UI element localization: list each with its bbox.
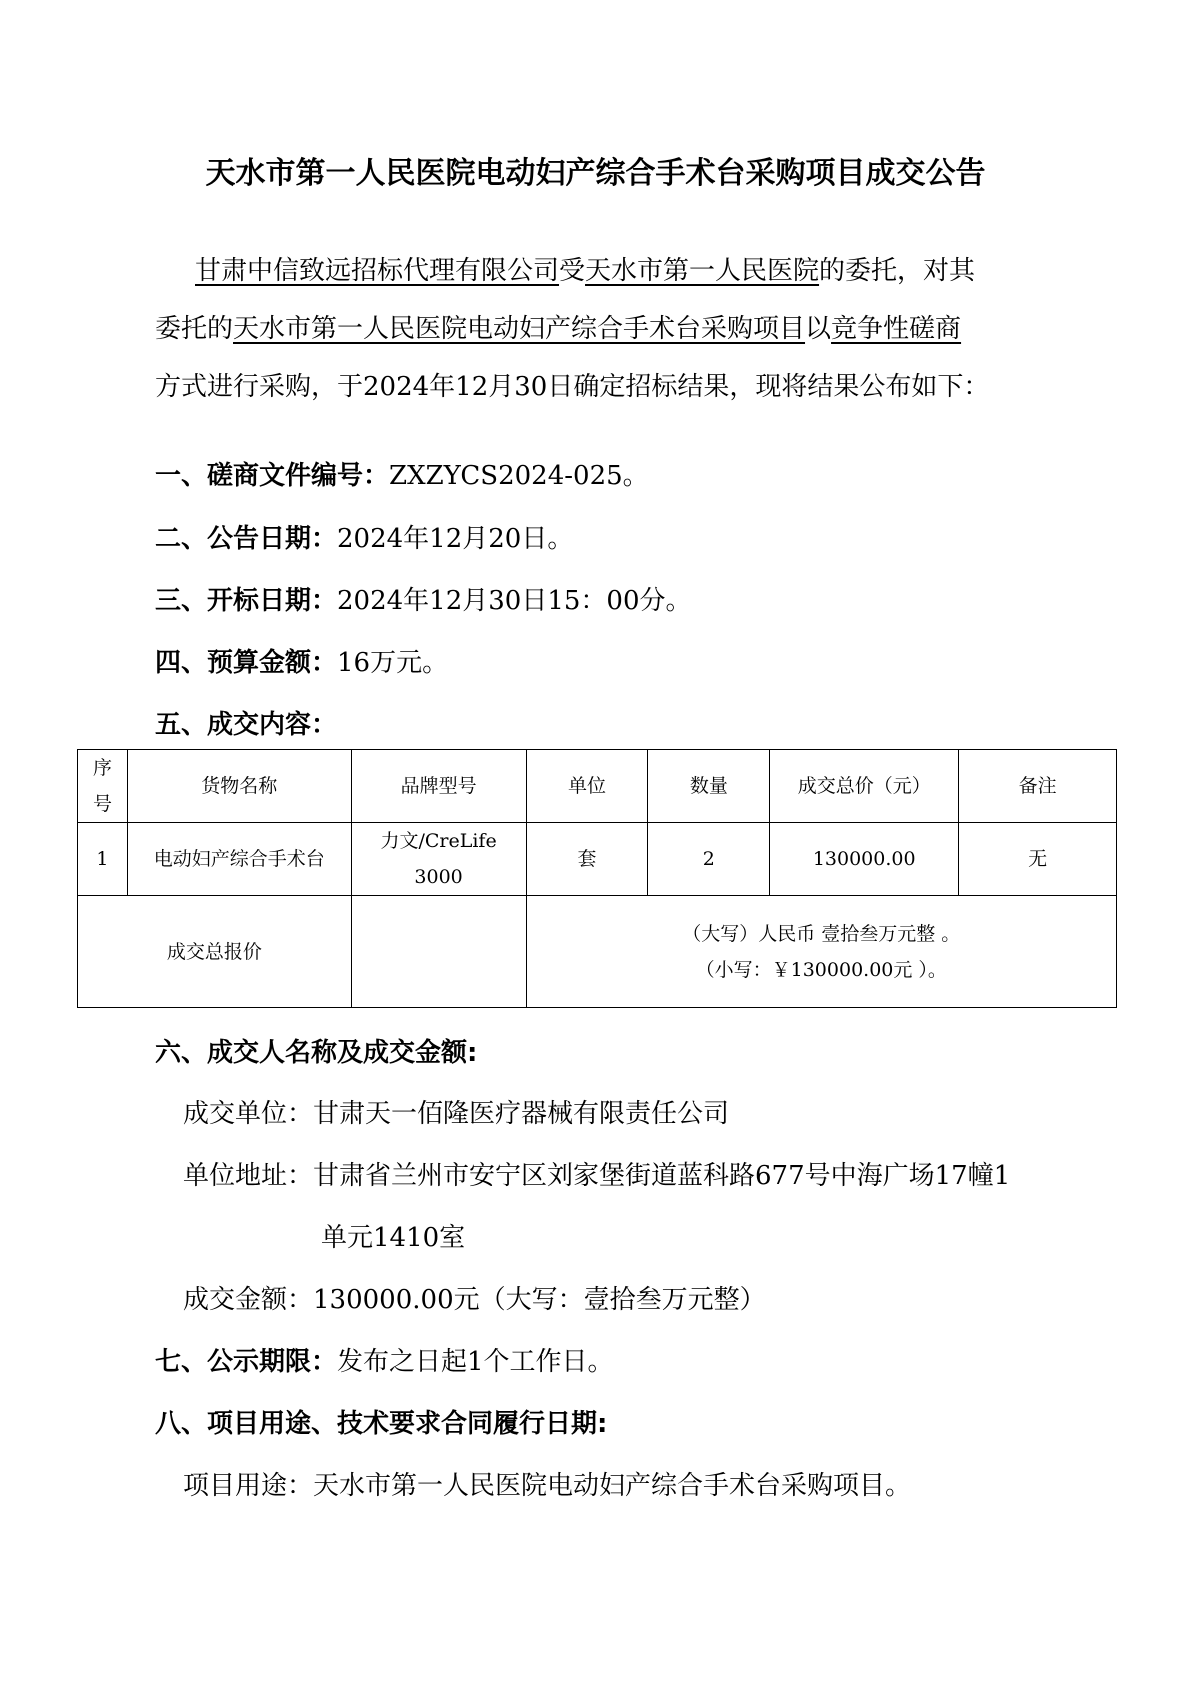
row-brand-model: 力文/CreLife 3000 bbox=[351, 823, 526, 896]
header-seq: 序 号 bbox=[78, 750, 128, 823]
winner-amount: 成交金额：130000.00元（大写：壹拾叁万元整） bbox=[183, 1285, 766, 1315]
header-total-price: 成交总价（元） bbox=[770, 750, 959, 823]
summary-upper: （大写）人民币 壹拾叁万元整 。 bbox=[682, 922, 961, 945]
intro-line-3: 方式进行采购，于2024年12月30日确定招标结果，现将结果公布如下： bbox=[155, 372, 990, 402]
procurement-method: 竞争性磋商 bbox=[831, 314, 962, 344]
header-quantity: 数量 bbox=[648, 750, 770, 823]
intro-line-2: 委托的天水市第一人民医院电动妇产综合手术台采购项目以竞争性磋商 bbox=[155, 314, 962, 344]
winner-address-cont: 单元1410室 bbox=[321, 1223, 466, 1253]
row-seq: 1 bbox=[78, 823, 128, 896]
award-table bbox=[77, 749, 1117, 1008]
section-publicity-period: 七、公示期限：发布之日起1个工作日。 bbox=[155, 1347, 614, 1377]
section-award-content: 五、成交内容： bbox=[155, 710, 338, 740]
table-row bbox=[78, 823, 1117, 896]
row-goods-name: 电动妇产综合手术台 bbox=[127, 823, 351, 896]
section-winner: 六、成交人名称及成交金额: bbox=[155, 1038, 478, 1068]
project-name: 天水市第一人民医院电动妇产综合手术台采购项目 bbox=[233, 314, 806, 344]
header-brand-model: 品牌型号 bbox=[351, 750, 526, 823]
row-unit: 套 bbox=[526, 823, 648, 896]
section-opening-date: 三、开标日期：2024年12月30日15：00分。 bbox=[155, 586, 692, 616]
header-unit: 单位 bbox=[526, 750, 648, 823]
intro-paragraph bbox=[155, 250, 1055, 400]
header-note: 备注 bbox=[959, 750, 1117, 823]
section-project-purpose: 八、项目用途、技术要求合同履行日期: bbox=[155, 1409, 608, 1439]
section-budget: 四、预算金额：16万元。 bbox=[155, 648, 449, 678]
section-announce-date: 二、公告日期：2024年12月20日。 bbox=[155, 524, 574, 554]
row-quantity: 2 bbox=[648, 823, 770, 896]
summary-lower: （小写：￥130000.00元 ）。 bbox=[695, 958, 947, 981]
summary-amount bbox=[526, 896, 1116, 1008]
row-note: 无 bbox=[959, 823, 1117, 896]
winner-company: 成交单位：甘肃天一佰隆医疗器械有限责任公司 bbox=[183, 1099, 730, 1129]
document-title: 天水市第一人民医院电动妇产综合手术台采购项目成交公告 bbox=[205, 156, 986, 191]
summary-label: 成交总报价 bbox=[78, 896, 352, 1008]
summary-row bbox=[78, 896, 1117, 1008]
intro-line-1: 甘肃中信致远招标代理有限公司受天水市第一人民医院的委托，对其 bbox=[195, 256, 976, 286]
section-doc-number: 一、磋商文件编号：ZXZYCS2024-025。 bbox=[155, 461, 649, 491]
client-name: 天水市第一人民医院 bbox=[585, 256, 820, 286]
agency-name: 甘肃中信致远招标代理有限公司 bbox=[195, 256, 560, 286]
header-goods-name: 货物名称 bbox=[127, 750, 351, 823]
row-total-price: 130000.00 bbox=[770, 823, 959, 896]
table-header-row bbox=[78, 750, 1117, 823]
project-purpose: 项目用途：天水市第一人民医院电动妇产综合手术台采购项目。 bbox=[183, 1471, 912, 1501]
winner-address: 单位地址：甘肃省兰州市安宁区刘家堡街道蓝科路677号中海广场17幢1 bbox=[183, 1161, 1011, 1191]
summary-empty-cell bbox=[351, 896, 526, 1008]
